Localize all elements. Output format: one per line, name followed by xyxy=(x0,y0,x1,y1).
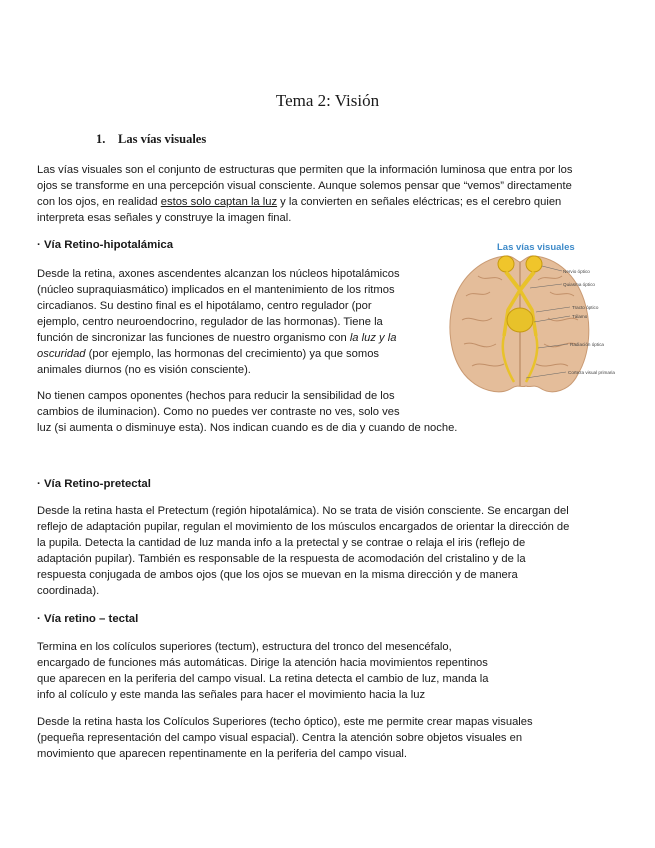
section-title: Las vías visuales xyxy=(118,132,207,146)
text-line: cambios de iluminacion). Como no puedes ver contraste no ves, solo ves xyxy=(37,406,400,418)
text-line: info al colículo y este manda las señales para hacer el movimiento hacia la luz xyxy=(37,689,426,701)
text-line: Desde la retina hasta el Pretectum (región hipotalámica). No se trata de visión consciente. Se encargan del xyxy=(37,505,569,517)
text-line: la pupila. Detecta la cantidad de luz manda info a la pretectal y se contrae o relaja el iris (reflejo de xyxy=(37,537,526,549)
italic-text: la luz y la xyxy=(349,332,397,344)
text-line: (núcleo supraquiasmático) implicados en el mantenimiento de los ritmos xyxy=(37,284,395,296)
section-heading xyxy=(96,131,206,147)
retino-hipotalamica-paragraph-2 xyxy=(37,388,457,436)
text-line: encargado de funciones más automáticas. Dirige la atención hacia movimientos repentinos xyxy=(37,657,488,669)
retino-hipotalamica-paragraph-1 xyxy=(37,266,400,378)
text-run: y la convierten en señales eléctricas; es el cerebro quien xyxy=(277,196,562,208)
intro-paragraph xyxy=(37,162,572,226)
retino-tectal-paragraph-2 xyxy=(37,714,533,762)
text-line: ojos se transforme en una percepción visual consciente. Aunque solemos pensar que “vemos” directamente xyxy=(37,180,572,192)
figure-label: Nervio óptico xyxy=(563,269,590,274)
heading-retino-hipotalamica: · Vía Retino-hipotalámica xyxy=(37,239,174,251)
section-number: 1. xyxy=(96,132,106,146)
figure-label: Tracto óptico xyxy=(572,305,599,310)
page-title: Tema 2: Visión xyxy=(275,91,380,110)
text-run: (por ejemplo, las hormonas del crecimiento) ya que somos xyxy=(85,348,380,360)
figure-label: Corteza visual primaria xyxy=(568,370,615,375)
figure-label: Quiasma óptico xyxy=(563,282,595,287)
figure-label: Radiación óptica xyxy=(570,342,604,347)
figure-label: Tálamo xyxy=(572,314,588,319)
text-line xyxy=(37,194,572,210)
text-line: circadianos. Su destino final es el hipotálamo, centro regulador (por xyxy=(37,300,372,312)
text-line xyxy=(37,346,400,362)
visual-pathways-figure xyxy=(442,236,638,401)
retino-tectal-paragraph-1 xyxy=(37,639,489,703)
text-line: interpreta esas señales y construye la imagen final. xyxy=(37,212,292,224)
italic-text: oscuridad xyxy=(37,348,86,360)
retino-pretectal-paragraph xyxy=(37,503,569,599)
text-line: movimiento que aparecen repentinamente en la periferia del campo visual. xyxy=(37,748,408,760)
text-line: Desde la retina, axones ascendentes alcanzan los núcleos hipotalámicos xyxy=(37,268,400,280)
heading-retino-tectal: · Vía retino – tectal xyxy=(37,613,139,625)
underlined-text: estos solo captan la luz xyxy=(160,196,278,208)
text-line: No tienen campos oponentes (hechos para reducir la sensibilidad de los xyxy=(37,390,395,402)
text-line: animales diurnos (no es visión consciente). xyxy=(37,364,251,376)
text-line: coordinada). xyxy=(37,585,100,597)
text-run: con los ojos, en realidad xyxy=(37,196,161,208)
text-line: Desde la retina hasta los Colículos Superiores (techo óptico), este me permite crear mapas visuales xyxy=(37,716,533,728)
text-line: que aparecen en la periferia del campo visual. La retina detecta el cambio de luz, manda la xyxy=(37,673,489,685)
text-line: respuesta conjugada de ambos ojos (que los ojos se muevan en la misma dirección y de manera xyxy=(37,569,518,581)
figure-title: Las vías visuales xyxy=(497,242,575,253)
text-line: reflejo de adaptación pupilar, regulan el movimiento de los músculos encargados de orientar la dirección de xyxy=(37,521,570,533)
heading-retino-pretectal: · Vía Retino-pretectal xyxy=(37,478,151,490)
text-line: adaptación pupilar). También es responsable de la respuesta de acomodación del cristalino y de la xyxy=(37,553,526,565)
text-line: luz (si aumenta o disminuye esta). Nos indican cuando es de dia y cuando de noche. xyxy=(37,422,458,434)
text-line: ejemplo, centro neuroendocrino, regulador de las hormonas). Tiene la xyxy=(37,316,383,328)
text-run: función de sincronizar las funciones de nuestro organismo con xyxy=(37,332,350,344)
text-line: Las vías visuales son el conjunto de estructuras que permiten que la información luminosa que entra por los xyxy=(37,164,573,176)
text-line xyxy=(37,330,400,346)
text-line: (pequeña representación del campo visual espacial). Centra la atención sobre objetos visuales en xyxy=(37,732,523,744)
text-line: Termina en los colículos superiores (tectum), estructura del tronco del mesencéfalo, xyxy=(37,641,452,653)
